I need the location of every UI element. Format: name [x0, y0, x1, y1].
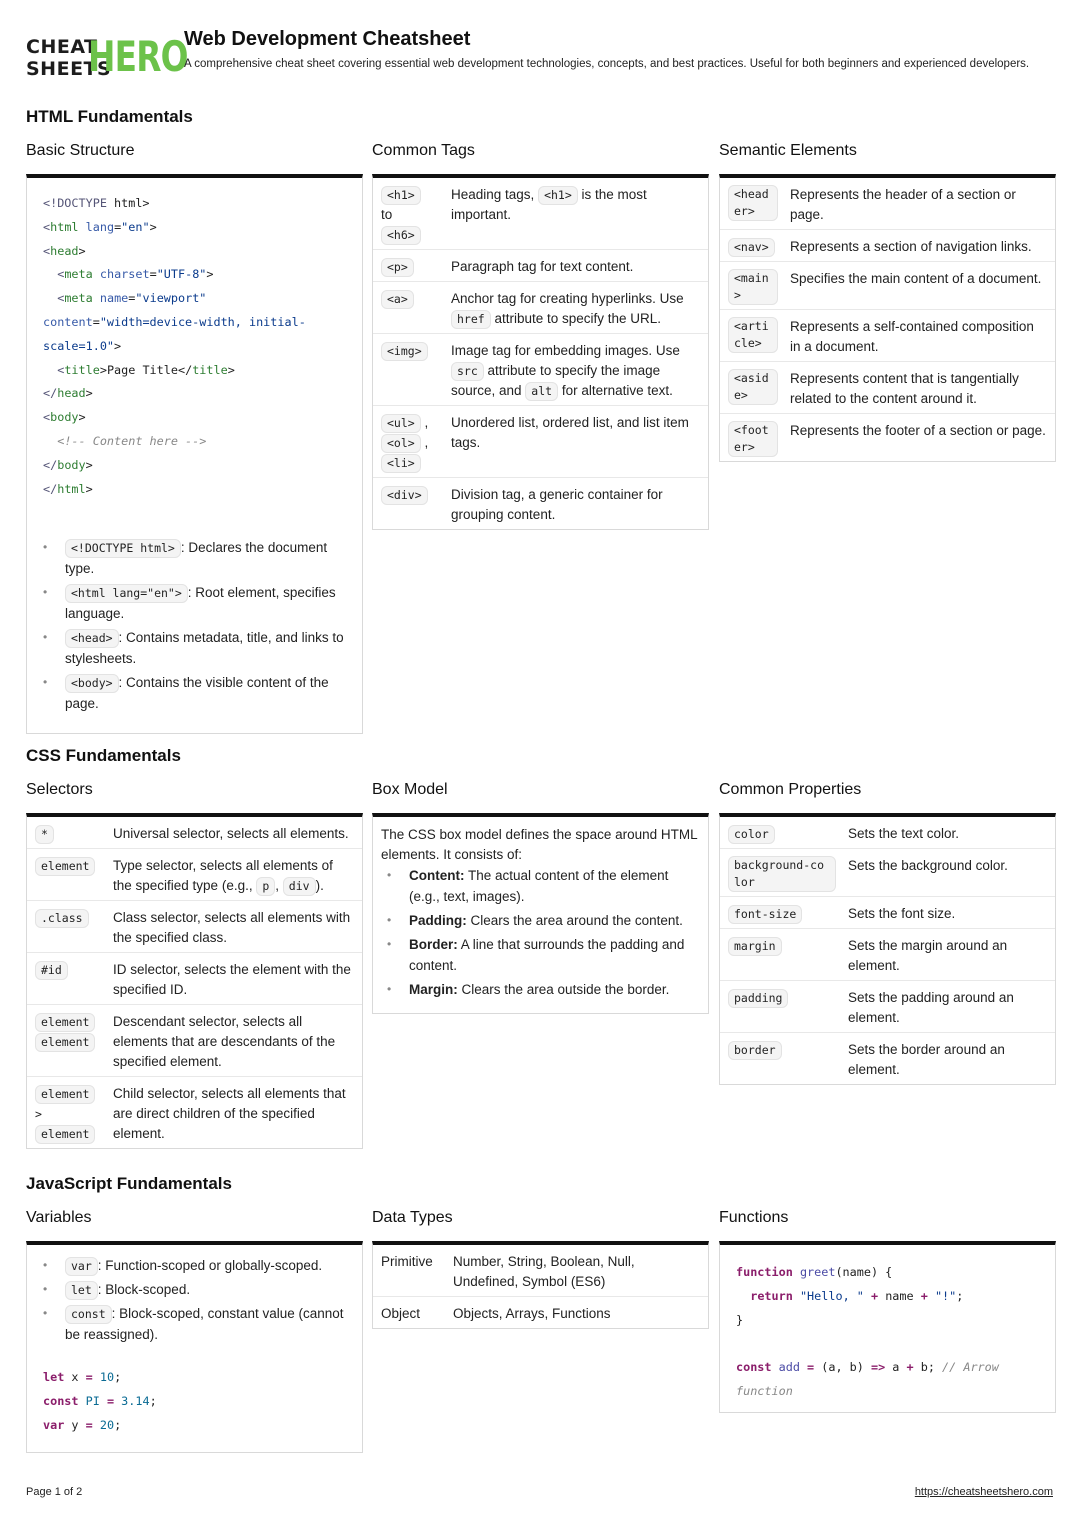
card-functions	[719, 1209, 1056, 1413]
card-body	[719, 813, 1056, 1085]
list-item: • const : Block-scoped, constant value (cannot be reassigned).	[43, 1303, 354, 1345]
card-variables	[26, 1209, 363, 1453]
table-row: <aside> Represents content that is tangentially related to the content around it.	[720, 362, 1055, 414]
table-row: <img> Image tag for embedding images. Use src attribute to specify the image source, and alt for alternative text.	[373, 334, 708, 406]
list-item: • <!DOCTYPE html> : Declares the document type.	[43, 537, 354, 579]
table-row: <ul> , <ol> , <li> Unordered list, ordered list, and list item tags.	[373, 406, 708, 478]
logo-sheets: SHEETS	[26, 58, 112, 80]
card-common-properties	[719, 781, 1056, 1085]
table-row: <a> Anchor tag for creating hyperlinks. Use href attribute to specify the URL.	[373, 282, 708, 334]
table-row: * Universal selector, selects all elements.	[27, 817, 362, 849]
table-row: <main> Specifies the main content of a document.	[720, 262, 1055, 310]
card-body	[719, 1241, 1056, 1413]
card-title: Variables	[26, 1209, 92, 1226]
table-row: Object Objects, Arrays, Functions	[381, 1306, 611, 1321]
card-title: Selectors	[26, 781, 93, 798]
tags-table	[373, 178, 708, 529]
logo-cheat: CHEAT	[26, 36, 98, 58]
card-box-model	[372, 781, 709, 1014]
card-body	[26, 174, 363, 734]
table-row: border Sets the border around an element.	[720, 1033, 1055, 1085]
selectors-table	[27, 817, 362, 1148]
list-item: • Margin: Clears the area outside the border.	[387, 979, 700, 1000]
functions-code-block: function greet(name) { return "Hello, " + name + "!"; } const add = (a, b) => a + b; // Arrow function	[736, 1265, 1006, 1398]
table-row: <header> Represents the header of a section or page.	[720, 178, 1055, 230]
card-data-types	[372, 1209, 709, 1329]
card-title: Basic Structure	[26, 142, 135, 159]
page-title: Web Development Cheatsheet	[184, 28, 471, 50]
card-title: Common Tags	[372, 142, 475, 159]
table-row: <h1> to <h6> Heading tags, <h1> is the most important.	[373, 178, 708, 250]
table-row: element Type selector, selects all elements of the specified type (e.g., p , div ).	[27, 849, 362, 901]
card-title: Functions	[719, 1209, 789, 1226]
card-title: Box Model	[372, 781, 448, 798]
card-body	[372, 1241, 709, 1329]
table-row: .class Class selector, selects all elements with the specified class.	[27, 901, 362, 953]
table-row: padding Sets the padding around an element.	[720, 981, 1055, 1033]
html-code-block: <!DOCTYPE html> <html lang="en"> <head> <meta charset="UTF-8"> <meta name="viewport" content="width=device-width, initial-scale=1.0"> <title>Page Title</title> </head> <body> <!-- Content here --> </body> </html>	[43, 196, 306, 496]
properties-table	[720, 817, 1055, 1084]
table-row: color Sets the text color.	[720, 817, 1055, 849]
section-title-html: HTML Fundamentals	[26, 107, 193, 126]
variables-bullets	[27, 1245, 362, 1358]
list-item: • Padding: Clears the area around the content.	[387, 910, 700, 931]
table-row: background-color Sets the background color.	[720, 849, 1055, 897]
card-basic-structure	[26, 142, 363, 734]
card-body	[26, 813, 363, 1149]
table-row: #id ID selector, selects the element with the specified ID.	[27, 953, 362, 1005]
card-title: Common Properties	[719, 781, 862, 798]
card-title: Data Types	[372, 1209, 453, 1226]
list-item: • Content: The actual content of the element (e.g., text, images).	[387, 865, 700, 907]
data-types-table	[373, 1245, 708, 1328]
table-row: margin Sets the margin around an element.	[720, 929, 1055, 981]
table-row: <div> Division tag, a generic container for grouping content.	[373, 478, 708, 530]
table-row: element element Descendant selector, selects all elements that are descendants of the specified element.	[27, 1005, 362, 1077]
page-description: A comprehensive cheat sheet covering essential web development technologies, concepts, and best practices. Useful for both beginners and experienced developers.	[184, 58, 1030, 70]
table-row: <footer> Represents the footer of a section or page.	[720, 414, 1055, 462]
table-row: font-size Sets the font size.	[720, 897, 1055, 929]
card-semantic-elements	[719, 142, 1056, 462]
logo-hero: HERO	[88, 32, 188, 81]
list-item: • <head> : Contains metadata, title, and links to stylesheets.	[43, 627, 354, 669]
site-link[interactable]: https://cheatsheetshero.com	[914, 1486, 1053, 1498]
list-item: • <html lang="en"> : Root element, specifies language.	[43, 582, 354, 624]
section-title-js: JavaScript Fundamentals	[26, 1174, 232, 1193]
card-body	[719, 174, 1056, 462]
table-row: Primitive Number, String, Boolean, Null, Undefined, Symbol (ES6)	[373, 1245, 708, 1297]
section-title-css: CSS Fundamentals	[26, 746, 181, 765]
page-header	[26, 28, 1056, 92]
card-title: Semantic Elements	[719, 142, 857, 159]
table-row: <p> Paragraph tag for text content.	[373, 250, 708, 282]
list-item: • <body> : Contains the visible content of the page.	[43, 672, 354, 714]
card-body	[372, 813, 709, 1014]
card-body	[372, 174, 709, 530]
card-common-tags	[372, 142, 709, 530]
box-model-list	[381, 865, 700, 1000]
table-row: <article> Represents a self-contained composition in a document.	[720, 310, 1055, 362]
semantic-table	[720, 178, 1055, 461]
list-item: • var : Function-scoped or globally-scoped.	[43, 1255, 354, 1276]
table-row: <nav> Represents a section of navigation links.	[720, 230, 1055, 262]
card-selectors	[26, 781, 363, 1149]
cheatsheetshero-logo[interactable]	[26, 32, 188, 82]
page-number: Page 1 of 2	[26, 1486, 83, 1498]
variables-code-block: let x = 10; const PI = 3.14; var y = 20;	[43, 1370, 157, 1432]
list-item: • let : Block-scoped.	[43, 1279, 354, 1300]
list-item: • Border: A line that surrounds the padding and content.	[387, 934, 700, 976]
structure-bullets	[27, 511, 362, 727]
box-model-intro: The CSS box model defines the space around HTML elements. It consists of:	[381, 827, 698, 862]
table-row: element > element Child selector, selects all elements that are direct children of the specified element.	[27, 1077, 362, 1149]
card-body	[26, 1241, 363, 1453]
